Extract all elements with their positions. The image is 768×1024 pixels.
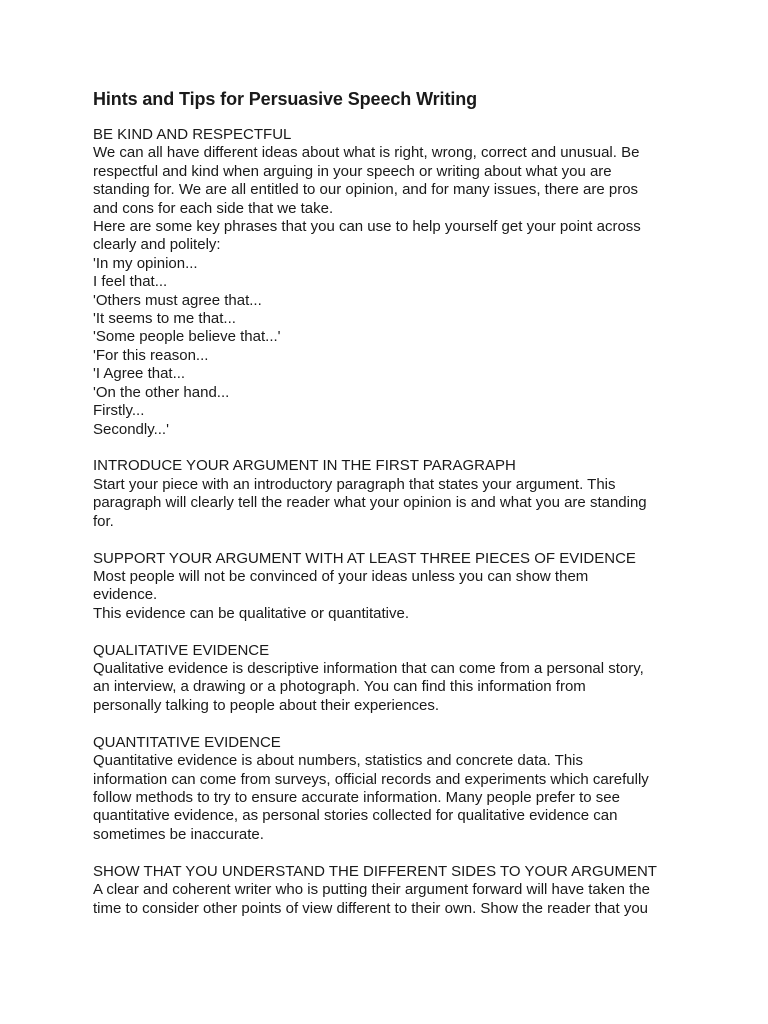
text-line: Qualitative evidence is descriptive information that can come from a personal story,: [93, 660, 644, 678]
document-body: [93, 126, 693, 918]
document-page: [93, 86, 693, 936]
section-heading: INTRODUCE YOUR ARGUMENT IN THE FIRST PARAGRAPH: [93, 457, 516, 475]
section-5: [93, 734, 693, 844]
text-line: This evidence can be qualitative or quantitative.: [93, 604, 410, 622]
text-line: We can all have different ideas about what is right, wrong, correct and unusual. Be: [93, 144, 640, 162]
text-line: Here are some key phrases that you can use to help yourself get your point across: [93, 218, 641, 236]
text-line: for.: [93, 512, 114, 530]
text-line: Firstly...: [93, 402, 145, 420]
text-line: and cons for each side that we take.: [93, 199, 334, 217]
text-line: 'It seems to me that...: [93, 310, 236, 328]
section-heading: SUPPORT YOUR ARGUMENT WITH AT LEAST THREE PIECES OF EVIDENCE: [93, 549, 636, 567]
text-line: paragraph will clearly tell the reader what your opinion is and what you are standing: [93, 494, 647, 512]
text-line: an interview, a drawing or a photograph. You can find this information from: [93, 678, 586, 696]
text-line: 'I Agree that...: [93, 365, 186, 383]
section-2: [93, 457, 693, 531]
text-line: Secondly...': [93, 420, 169, 438]
text-line: 'On the other hand...: [93, 383, 230, 401]
section-6: [93, 863, 693, 918]
text-line: 'For this reason...: [93, 346, 209, 364]
text-line: sometimes be inaccurate.: [93, 825, 264, 843]
text-line: clearly and politely:: [93, 236, 221, 254]
section-3: [93, 550, 693, 624]
text-line: follow methods to try to ensure accurate information. Many people prefer to see: [93, 789, 620, 806]
text-line: quantitative evidence, as personal stories collected for qualitative evidence can: [93, 807, 618, 825]
text-line: A clear and coherent writer who is putting their argument forward will have taken the: [93, 881, 650, 899]
text-line: 'Others must agree that...: [93, 291, 262, 309]
section-1: [93, 126, 693, 439]
text-line: standing for. We are all entitled to our opinion, and for many issues, there are pros: [93, 181, 639, 199]
text-line: information can come from surveys, official records and experiments which carefully: [93, 770, 649, 788]
text-line: Start your piece with an introductory paragraph that states your argument. This: [93, 475, 616, 493]
section-heading: QUALITATIVE EVIDENCE: [93, 641, 270, 659]
section-heading: BE KIND AND RESPECTFUL: [93, 126, 292, 143]
text-line: personally talking to people about their experiences.: [93, 696, 440, 714]
document-title: Hints and Tips for Persuasive Speech Writing: [93, 89, 478, 109]
section-heading: SHOW THAT YOU UNDERSTAND THE DIFFERENT SIDES TO YOUR ARGUMENT: [93, 862, 657, 880]
text-line: respectful and kind when arguing in your speech or writing about what you are: [93, 162, 612, 180]
text-line: 'Some people believe that...': [93, 328, 281, 346]
text-line: evidence.: [93, 586, 158, 604]
section-heading: QUANTITATIVE EVIDENCE: [93, 733, 281, 751]
text-line: Most people will not be convinced of your ideas unless you can show them: [93, 567, 589, 585]
text-line: Quantitative evidence is about numbers, statistics and concrete data. This: [93, 752, 583, 770]
text-line: I feel that...: [93, 273, 168, 291]
text-line: 'In my opinion...: [93, 254, 198, 272]
section-4: [93, 642, 693, 716]
text-line: time to consider other points of view different to their own. Show the reader that you: [93, 899, 649, 917]
